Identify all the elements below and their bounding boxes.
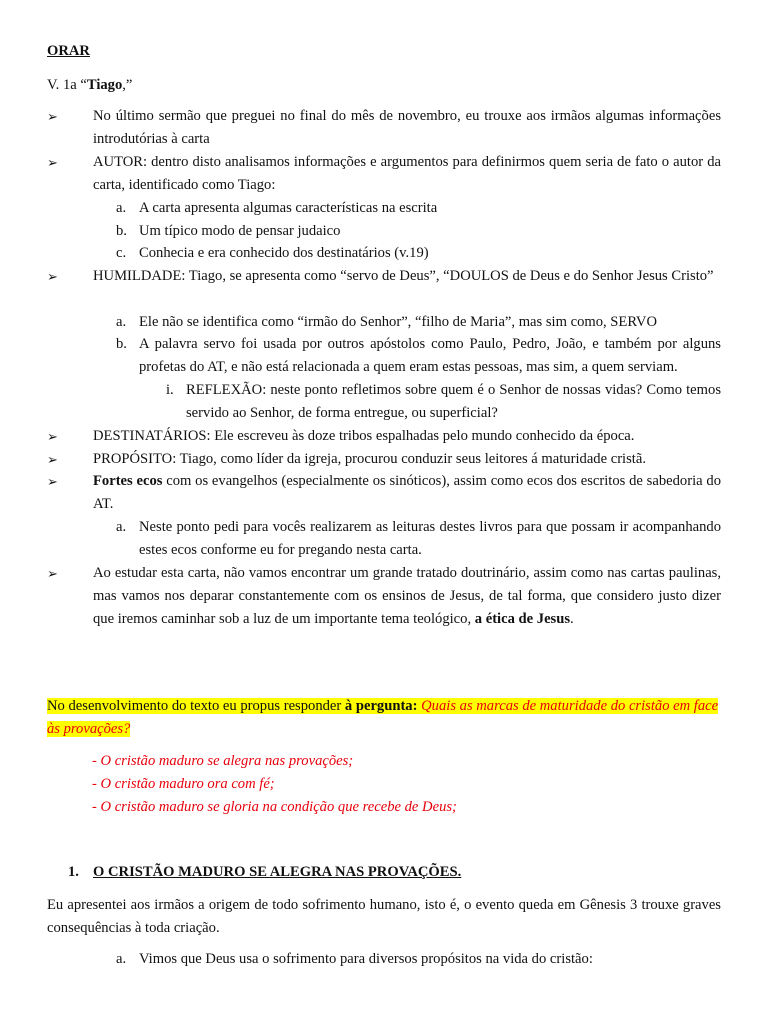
bullet-fortes-ecos: ➢ Fortes ecos com os evangelhos (especialmente os sinóticos), assim como ecos dos escritos de sabedoria do AT.	[68, 470, 721, 516]
arrow-bullet-icon: ➢	[47, 566, 58, 581]
bullet-humildade: ➢ HUMILDADE: Tiago, se apresenta como “servo de Deus”, “DOULOS de Deus e do Senhor Jesus Cristo”	[68, 265, 721, 288]
autor-sub-item: b. Um típico modo de pensar judaico	[116, 223, 341, 239]
arrow-bullet-icon: ➢	[47, 452, 58, 467]
autor-sub-item: a. A carta apresenta algumas características na escrita	[116, 200, 438, 216]
reflexao-item: i. REFLEXÃO: neste ponto refletimos sobre quem é o Senhor de nossas vidas? Como temos servido ao Senhor, de forma entregue, ou superficial?	[166, 382, 721, 421]
bullet-etica: ➢ Ao estudar esta carta, não vamos encontrar um grande tratado doutrinário, assim como nas cartas paulinas, mas vamos nos deparar constantemente com os ensinos de Jesus, de tal forma, que considero justo dizer que iremos caminhar sob a luz de um importante tema teológico, a ética de Jesus.	[68, 562, 721, 631]
section-heading: 1. O CRISTÃO MADURO SE ALEGRA NAS PROVAÇÕES.	[68, 864, 462, 880]
maturity-mark: - O cristão maduro se alegra nas provações;	[92, 753, 354, 769]
bullet-proposito: ➢ PROPÓSITO: Tiago, como líder da igreja, procurou conduzir seus leitores á maturidade cristã.	[68, 448, 721, 471]
bullet-destinatarios: ➢ DESTINATÁRIOS: Ele escreveu às doze tribos espalhadas pelo mundo conhecido da época.	[68, 425, 721, 448]
paragraph: Eu apresentei aos irmãos a origem de todo sofrimento humano, isto é, o evento queda em Gênesis 3 trouxe graves consequências à toda criação.	[47, 897, 721, 936]
bullet-intro: ➢ No último sermão que preguei no final do mês de novembro, eu trouxe aos irmãos algumas informações introdutórias à carta	[68, 105, 721, 151]
arrow-bullet-icon: ➢	[47, 269, 58, 284]
page-heading: ORAR	[47, 43, 90, 59]
highlighted-question: No desenvolvimento do texto eu propus responder à pergunta: Quais as marcas de maturidade do cristão em face às provações?	[47, 698, 719, 737]
ecos-sub-item: a. Neste ponto pedi para vocês realizarem as leituras destes livros para que possam ir acompanhando estes ecos conforme eu for pregando nesta carta.	[116, 519, 721, 558]
arrow-bullet-icon: ➢	[47, 155, 58, 170]
humildade-sub-item: b. A palavra servo foi usada por outros apóstolos como Paulo, Pedro, João, e também por alguns profetas do AT, e não está relacionada a quem eram estas pessoas, mas sim, a quem serviam.	[116, 336, 721, 375]
maturity-mark: - O cristão maduro ora com fé;	[92, 776, 275, 792]
maturity-mark: - O cristão maduro se gloria na condição que recebe de Deus;	[92, 799, 457, 815]
arrow-bullet-icon: ➢	[47, 474, 58, 489]
paragraph-sub-item: a. Vimos que Deus usa o sofrimento para diversos propósitos na vida do cristão:	[116, 951, 593, 967]
humildade-sub-item: a. Ele não se identifica como “irmão do Senhor”, “filho de Maria”, mas sim como, SERVO	[116, 314, 657, 330]
autor-sub-item: c. Conhecia e era conhecido dos destinatários (v.19)	[116, 245, 429, 261]
verse-reference: V. 1a “Tiago,”	[47, 77, 133, 93]
arrow-bullet-icon: ➢	[47, 429, 58, 444]
arrow-bullet-icon: ➢	[47, 109, 58, 124]
bullet-autor: ➢ AUTOR: dentro disto analisamos informações e argumentos para definirmos quem seria de fato o autor da carta, identificado como Tiago:	[68, 151, 721, 197]
